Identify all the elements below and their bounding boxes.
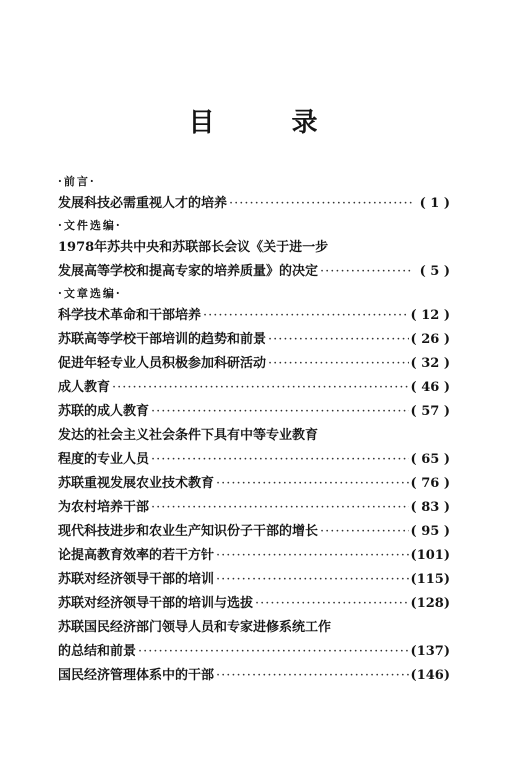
toc-entry-title: 苏联的成人教育 — [58, 404, 150, 419]
dot-leader — [151, 496, 409, 520]
section-header: ·前言· — [58, 175, 96, 188]
dot-leader — [320, 520, 409, 544]
page-number: (128) — [410, 596, 450, 611]
toc-entry[interactable] — [58, 448, 450, 472]
toc-entry[interactable] — [58, 568, 450, 592]
dot-leader — [229, 192, 412, 216]
toc-entry-title: 现代科技进步和农业生产知识份子干部的增长 — [58, 524, 319, 539]
dot-leader — [112, 376, 409, 400]
toc-entry-line: 发达的社会主义社会条件下具有中等专业教育 — [58, 428, 319, 443]
page-number: (101) — [410, 548, 450, 563]
dot-leader — [216, 568, 409, 592]
toc-entry-title: 苏联对经济领导干部的培训 — [58, 572, 215, 587]
toc-entry[interactable] — [58, 328, 450, 352]
page-number: ( 46 ) — [410, 380, 450, 395]
page-number: (115) — [410, 572, 450, 587]
dot-leader — [268, 328, 409, 352]
toc-entry-title: 论提高教育效率的若干方针 — [58, 548, 215, 563]
toc-entry-title: 成人教育 — [58, 380, 111, 395]
toc-entry[interactable] — [58, 400, 450, 424]
toc-entry-title: 促进年轻专业人员积极参加科研活动 — [58, 356, 267, 371]
page-number: ( 65 ) — [410, 452, 450, 467]
dot-leader — [151, 448, 409, 472]
toc-entry-title: 发展科技必需重视人才的培养 — [58, 196, 228, 211]
dot-leader — [216, 544, 409, 568]
toc-entry-title: 的总结和前景 — [58, 644, 137, 659]
dot-leader — [320, 260, 412, 284]
dot-leader — [138, 640, 409, 664]
toc-entry-title: 苏联高等学校干部培训的趋势和前景 — [58, 332, 267, 347]
toc-entry-line: 苏联国民经济部门领导人员和专家进修系统工作 — [58, 620, 332, 635]
toc-entry[interactable] — [58, 304, 450, 328]
toc-entry[interactable] — [58, 376, 450, 400]
toc-entry-title: 发展高等学校和提高专家的培养质量》的决定 — [58, 264, 319, 279]
page-number: ( 83 ) — [410, 500, 450, 515]
toc-entry-title: 为农村培养干部 — [58, 500, 150, 515]
toc-entry[interactable] — [58, 640, 450, 664]
page-number: ( 57 ) — [410, 404, 450, 419]
page-number: ( 5 ) — [419, 264, 450, 279]
page-number: ( 76 ) — [410, 476, 450, 491]
dot-leader — [255, 592, 409, 616]
page-number: (137) — [410, 644, 450, 659]
toc-entry-title: 国民经济管理体系中的干部 — [58, 668, 215, 683]
toc-entry[interactable] — [58, 472, 450, 496]
toc-entry[interactable] — [58, 352, 450, 376]
toc-entry-title: 程度的专业人员 — [58, 452, 150, 467]
dot-leader — [216, 472, 409, 496]
toc-entry-title: 苏联对经济领导干部的培训与选拔 — [58, 596, 254, 611]
page-number: ( 95 ) — [410, 524, 450, 539]
page-number: ( 26 ) — [410, 332, 450, 347]
dot-leader — [216, 664, 409, 688]
table-of-contents — [58, 172, 450, 688]
page-number: ( 1 ) — [419, 196, 450, 211]
toc-entry[interactable] — [58, 544, 450, 568]
page-title: 目 录 — [188, 108, 352, 138]
toc-entry[interactable] — [58, 592, 450, 616]
toc-entry[interactable] — [58, 520, 450, 544]
dot-leader — [151, 400, 409, 424]
toc-entry[interactable] — [58, 496, 450, 520]
dot-leader — [268, 352, 409, 376]
dot-leader — [203, 304, 409, 328]
section-header: ·文件选编· — [58, 219, 122, 232]
toc-entry[interactable] — [58, 260, 450, 284]
toc-entry[interactable] — [58, 664, 450, 688]
page-number: ( 32 ) — [410, 356, 450, 371]
page-number: (146) — [410, 668, 450, 683]
section-header: ·文章选编· — [58, 287, 122, 300]
page-number: ( 12 ) — [410, 308, 450, 323]
toc-entry[interactable] — [58, 192, 450, 216]
toc-entry-line: 1978年苏共中央和苏联部长会议《关于进一步 — [58, 240, 329, 255]
toc-entry-title: 科学技术革命和干部培养 — [58, 308, 202, 323]
toc-entry-title: 苏联重视发展农业技术教育 — [58, 476, 215, 491]
